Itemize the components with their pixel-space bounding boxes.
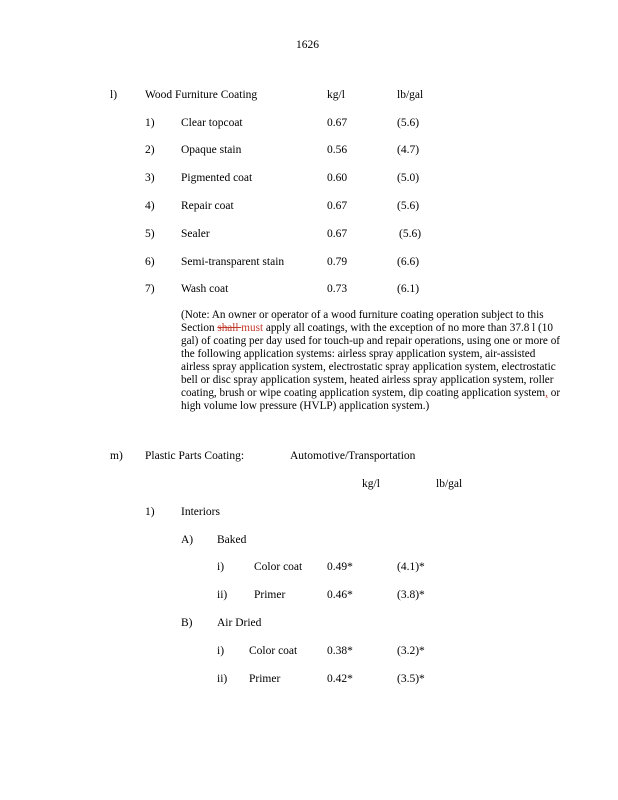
item-number: 1)	[145, 117, 155, 129]
row-number: i)	[217, 561, 225, 573]
row-kg: 0.38*	[327, 645, 353, 657]
item-kg: 0.79	[327, 256, 348, 268]
note-text: or high volume low pressure (HVLP) application system.)	[181, 387, 561, 412]
row-kg: 0.42*	[327, 673, 353, 685]
item-kg: 0.67	[327, 200, 348, 212]
item-kg: 0.56	[327, 144, 348, 156]
item-kg: 0.67	[327, 117, 348, 129]
item-name: Semi-transparent stain	[181, 256, 285, 268]
section-m-col-lb: lb/gal	[436, 478, 463, 490]
row-lb: (3.8)*	[397, 589, 425, 601]
section-l-col-lb: lb/gal	[397, 89, 424, 101]
item-name: Clear topcoat	[181, 117, 243, 129]
row-kg: 0.46*	[327, 589, 353, 601]
item-number: 5)	[145, 228, 155, 240]
item-name: Wash coat	[181, 283, 229, 295]
row-name: Color coat	[254, 561, 303, 573]
row-number: ii)	[217, 589, 228, 601]
section-m-subtitle: Automotive/Transportation	[290, 450, 416, 462]
sub-number: 1)	[145, 506, 155, 518]
deleted-text: shall	[217, 322, 242, 334]
item-name: Opaque stain	[181, 144, 242, 156]
row-lb: (4.1)*	[397, 561, 425, 573]
item-kg: 0.67	[327, 228, 348, 240]
item-kg: 0.73	[327, 283, 348, 295]
group-label: Air Dried	[217, 617, 262, 629]
group-letter: A)	[181, 534, 194, 546]
item-kg: 0.60	[327, 172, 348, 184]
item-name: Sealer	[181, 228, 210, 240]
row-number: i)	[217, 645, 225, 657]
item-lb: (5.6)	[397, 117, 420, 129]
section-l-note	[181, 309, 561, 413]
note-text: apply all coatings, with the exception of no more than 37.8 l (10 gal) of coating per day used for touch-up and repair operations, using one or more of the following application systems: airless spray application system, air-assisted airless spray application system, electrostatic spray application system, electrostatic bell or disc spray application system, heated airless spray application system, roller coating, brush or wipe coating application system, dip coating application system	[181, 322, 561, 399]
item-number: 4)	[145, 200, 155, 212]
group-letter: B)	[181, 617, 193, 629]
inserted-text: must	[241, 322, 264, 334]
section-m-marker: m)	[110, 450, 123, 462]
row-kg: 0.49*	[327, 561, 353, 573]
inserted-comma: ,	[545, 387, 548, 399]
item-number: 2)	[145, 144, 155, 156]
item-lb: (5.6)	[399, 228, 422, 240]
item-lb: (6.1)	[397, 283, 420, 295]
section-l-col-kg: kg/l	[327, 89, 345, 101]
row-number: ii)	[217, 673, 228, 685]
section-m-col-kg: kg/l	[362, 478, 380, 490]
item-number: 3)	[145, 172, 155, 184]
item-name: Repair coat	[181, 200, 234, 212]
item-lb: (6.6)	[397, 256, 420, 268]
row-name: Primer	[249, 673, 281, 685]
item-lb: (4.7)	[397, 144, 420, 156]
item-name: Pigmented coat	[181, 172, 253, 184]
item-number: 6)	[145, 256, 155, 268]
row-lb: (3.2)*	[397, 645, 425, 657]
section-l-title: Wood Furniture Coating	[145, 89, 258, 101]
page-number: 1626	[296, 39, 319, 51]
group-label: Baked	[217, 534, 247, 546]
row-name: Color coat	[249, 645, 298, 657]
sub-label: Interiors	[181, 506, 220, 518]
item-lb: (5.0)	[397, 172, 420, 184]
section-m-title: Plastic Parts Coating:	[145, 450, 245, 462]
row-name: Primer	[254, 589, 286, 601]
section-l-marker: l)	[110, 89, 118, 101]
item-number: 7)	[145, 283, 155, 295]
item-lb: (5.6)	[397, 200, 420, 212]
row-lb: (3.5)*	[397, 673, 425, 685]
note-text: (Note: An owner or operator of a wood furniture coating operation subject to this Section	[181, 309, 544, 334]
